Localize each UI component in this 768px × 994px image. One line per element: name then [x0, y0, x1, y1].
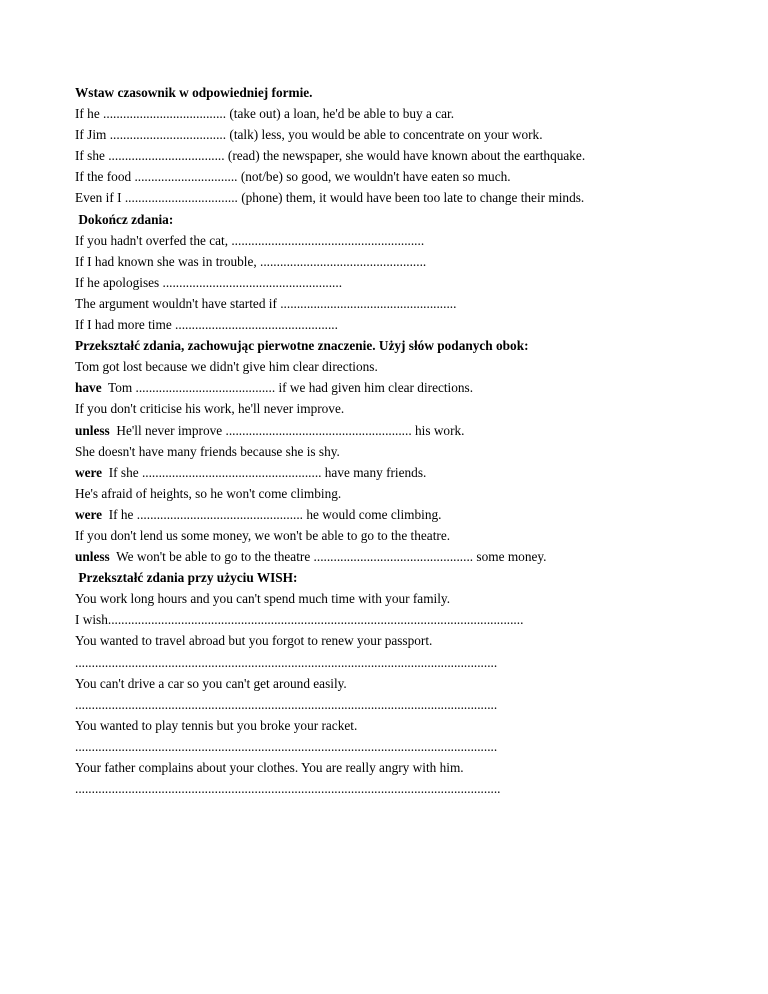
section1-line: If the food ............................... (not/be) so good, we wouldn't have eaten so much.	[75, 169, 511, 185]
section4-answer-line: ...............................................................................................................................	[75, 654, 498, 670]
section1-line: If he ..................................... (take out) a loan, he'd be able to buy a car.	[75, 106, 455, 122]
section1-line: If she ................................... (read) the newspaper, she would have known about the earthquake.	[75, 148, 586, 164]
section2-line: If I had more time .................................................	[75, 317, 338, 333]
section3-keyword: were	[75, 464, 103, 480]
section3-rewrite-text: We won't be able to go to the theatre ................................................ some money.	[109, 549, 547, 565]
section4-heading: Przekształć zdania przy użyciu WISH:	[75, 570, 298, 586]
section3-rewrite	[75, 546, 735, 567]
section3-rewrite-text: He'll never improve ........................................................ his work.	[109, 422, 465, 438]
section1-heading: Wstaw czasownik w odpowiedniej formie.	[75, 85, 313, 100]
section3-sentence: She doesn't have many friends because she is shy.	[75, 443, 340, 459]
worksheet	[75, 82, 735, 799]
section1-line: Even if I .................................. (phone) them, it would have been too late to change their minds.	[75, 190, 585, 206]
section3-rewrite	[75, 462, 735, 483]
section2-line: If I had known she was in trouble, ..................................................	[75, 253, 427, 269]
section4-sentence: You wanted to travel abroad but you forgot to renew your passport.	[75, 633, 433, 649]
section2-line: If you hadn't overfed the cat, ..........................................................	[75, 232, 425, 248]
section2-line: The argument wouldn't have started if .....................................................	[75, 295, 457, 311]
section3-keyword: have	[75, 380, 102, 396]
section3-rewrite	[75, 504, 735, 525]
section4-sentence: You wanted to play tennis but you broke your racket.	[75, 717, 358, 733]
section2-heading: Dokończ zdania:	[75, 211, 174, 227]
section4-answer-line: ...............................................................................................................................	[75, 738, 498, 754]
section3-keyword: were	[75, 506, 103, 522]
section3-keyword: unless	[75, 549, 110, 565]
section3-rewrite	[75, 420, 735, 441]
section4-answer-line: ...............................................................................................................................	[75, 696, 498, 712]
section3-sentence: If you don't lend us some money, we won't be able to go to the theatre.	[75, 527, 451, 543]
section3-rewrite	[75, 377, 735, 398]
section3-rewrite-text: If she ...................................................... have many friends.	[102, 464, 427, 480]
section3-sentence: If you don't criticise his work, he'll never improve.	[75, 401, 345, 417]
section3-sentence: He's afraid of heights, so he won't come climbing.	[75, 485, 342, 501]
section2-line: If he apologises ......................................................	[75, 274, 343, 290]
section3-heading: Przekształć zdania, zachowując pierwotne znaczenie. Użyj słów podanych obok:	[75, 338, 529, 354]
section4-answer-line: ................................................................................................................................	[75, 781, 501, 797]
section4-sentence: You can't drive a car so you can't get around easily.	[75, 675, 347, 691]
section4-sentence: Your father complains about your clothes. You are really angry with him.	[75, 760, 464, 775]
section4-answer-line: I wish.............................................................................................................................	[75, 612, 524, 628]
section3-keyword: unless	[75, 422, 110, 438]
section3-rewrite-text: Tom .......................................... if we had given him clear directions.	[101, 380, 474, 396]
section3-sentence: Tom got lost because we didn't give him clear directions.	[75, 359, 378, 375]
section4-sentence: You work long hours and you can't spend much time with your family.	[75, 591, 451, 607]
section3-rewrite-text: If he .................................................. he would come climbing.	[102, 506, 442, 522]
section1-line: If Jim ................................... (talk) less, you would be able to concentrate on your work.	[75, 127, 543, 143]
